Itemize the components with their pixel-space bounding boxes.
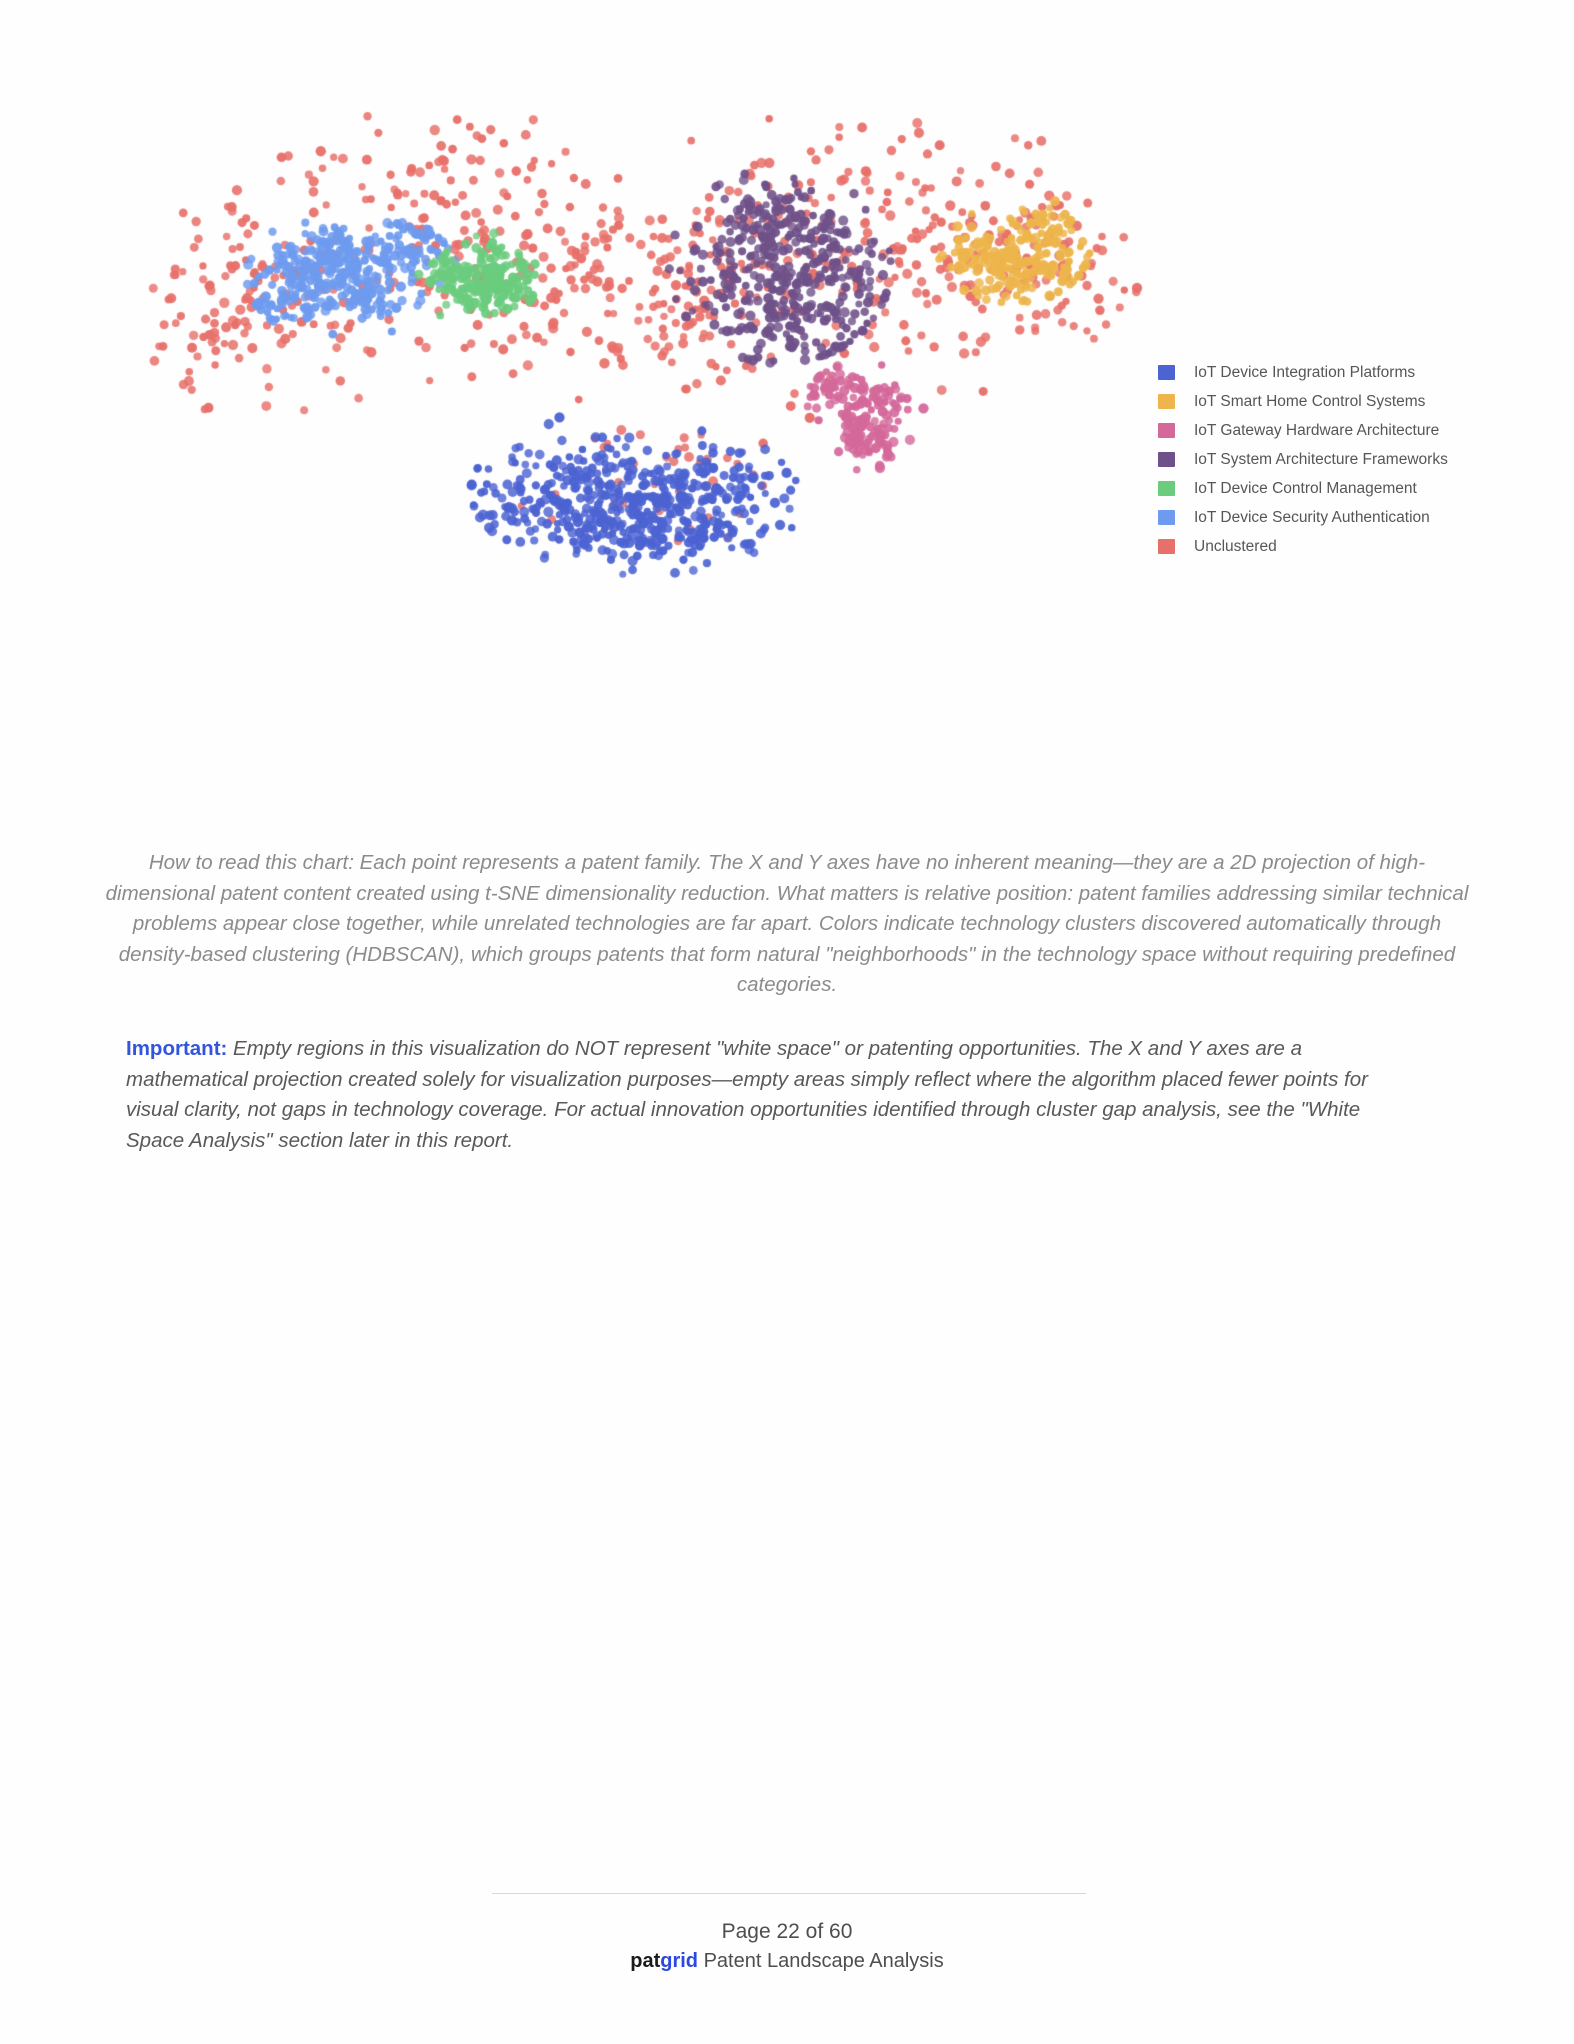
- legend-swatch-icon: [1158, 539, 1175, 554]
- legend-swatch-icon: [1158, 423, 1175, 438]
- brand-suffix-text: Patent Landscape Analysis: [698, 1950, 944, 1972]
- chart-how-to-read-caption: How to read this chart: Each point represents a patent family. The X and Y axes have no inherent meaning—they are a 2D projection of high-dimensional patent content created using t-SNE dimensionality reduction. What matters is relative position: patent families addressing similar technical problems appear close together, while unrelated technologies are far apart. Colors indicate technology clusters discovered automatically through density-based clustering (HDBSCAN), which groups patents that form natural "neighborhoods" in the technology space without requiring predefined categories.: [105, 851, 1469, 996]
- brand-grid-text: grid: [660, 1950, 699, 1972]
- legend-swatch-icon: [1158, 365, 1175, 380]
- footer-text-block: [0, 1917, 1574, 1975]
- legend-item-gateway: [1158, 416, 1458, 445]
- legend-swatch-icon: [1158, 481, 1175, 496]
- legend-swatch-icon: [1158, 510, 1175, 525]
- legend-item-label: IoT Device Integration Platforms: [1194, 363, 1416, 381]
- important-note: [126, 1034, 1416, 1156]
- legend-item-label: IoT Smart Home Control Systems: [1194, 392, 1426, 410]
- brand-pat-text: pat: [630, 1950, 661, 1972]
- legend-item-label: IoT Gateway Hardware Architecture: [1194, 421, 1440, 439]
- legend-item-label: IoT Device Control Management: [1194, 479, 1417, 497]
- legend-item-label: IoT System Architecture Frameworks: [1194, 450, 1448, 468]
- legend-item-label: Unclustered: [1194, 537, 1277, 555]
- legend-item-security: [1158, 503, 1458, 532]
- legend-item-label: IoT Device Security Authentication: [1194, 508, 1430, 526]
- legend-item-integration: [1158, 358, 1458, 387]
- important-note-lead: Important:: [126, 1037, 228, 1060]
- important-note-body: Empty regions in this visualization do NOT represent "white space" or patenting opportunities. The X and Y axes are a mathematical projection created solely for visualization purposes—empty areas simply reflect where the algorithm placed fewer points for visual clarity, not gaps in technology coverage. For actual innovation opportunities identified through cluster gap analysis, see the "White Space Analysis" section later in this report.: [126, 1037, 1368, 1152]
- legend-item-control: [1158, 474, 1458, 503]
- tsne-scatter-figure: [0, 96, 1574, 736]
- footer-brand: [0, 1947, 1574, 1975]
- chart-legend: [1158, 358, 1458, 561]
- legend-item-unclustered: [1158, 532, 1458, 561]
- footer-divider: [492, 1893, 1086, 1894]
- page-number: Page 22 of 60: [721, 1920, 853, 1943]
- legend-item-smarthome: [1158, 387, 1458, 416]
- legend-item-framework: [1158, 445, 1458, 474]
- legend-swatch-icon: [1158, 452, 1175, 467]
- legend-swatch-icon: [1158, 394, 1175, 409]
